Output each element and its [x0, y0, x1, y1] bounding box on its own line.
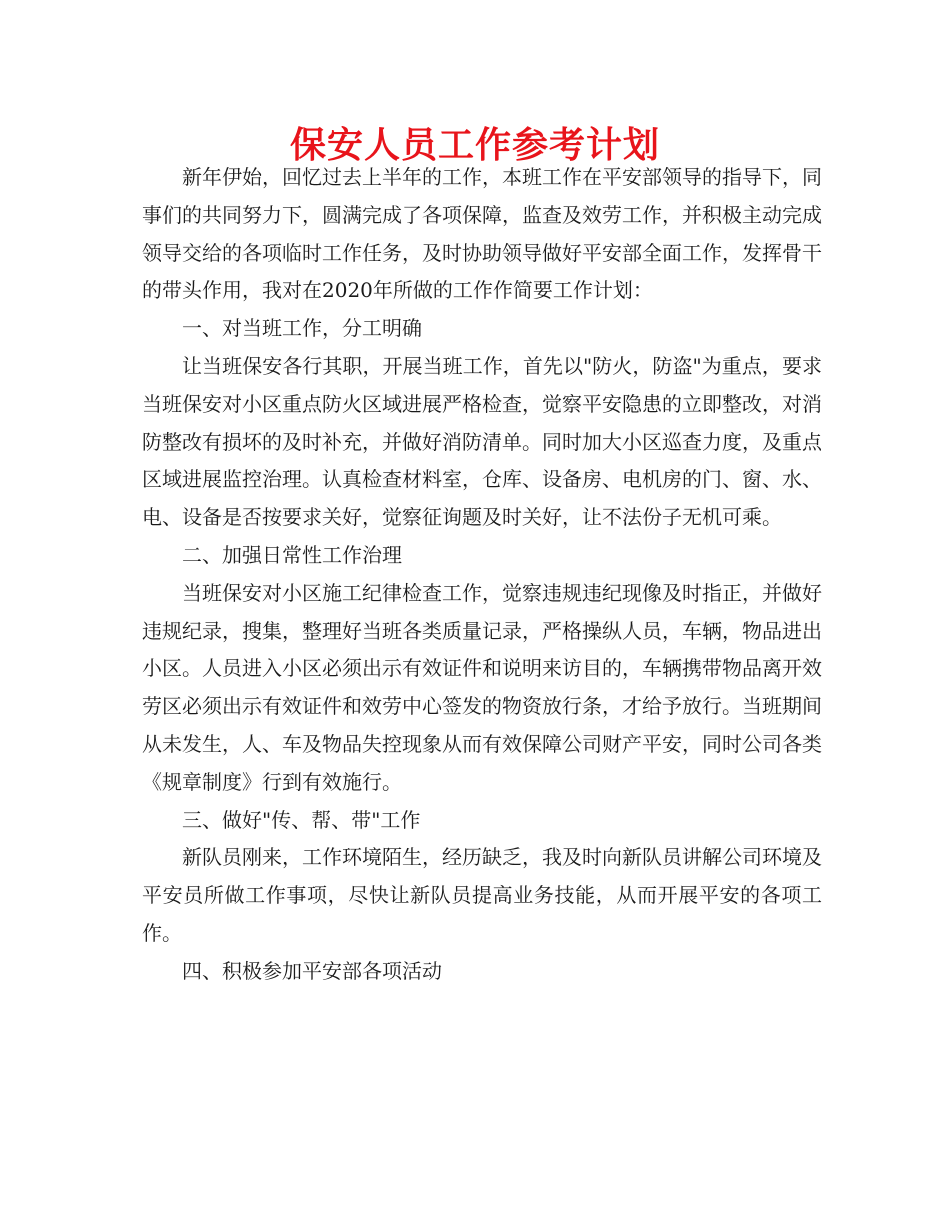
section-heading-1: 一、对当班工作，分工明确 — [182, 316, 422, 341]
section-paragraph-2: 当班保安对小区施工纪律检查工作，觉察违规违纪现像及时指正，并做好违规纪录，搜集，整理好当班各类质量记录，严格操纵人员，车辆，物品进出小区。人员进入小区必须出示有效证件和说明来访目的，车辆携带物品离开效劳区必须出示有效证件和效劳中心签发的物资放行条，才给予放行。当班期间从未发生，人、车及物品失控现象从而有效保障公司财产平安，同时公司各类《规章制度》行到有效施行。 — [142, 580, 822, 794]
document-body — [142, 159, 822, 991]
document-title: 保安人员工作参考计划 — [289, 125, 660, 166]
intro-paragraph: 新年伊始，回忆过去上半年的工作，本班工作在平安部领导的指导下，同事们的共同努力下，圆满完成了各项保障，监查及效劳工作，并积极主动完成领导交给的各项临时工作任务，及时协助领导做好平安部全面工作，发挥骨干的带头作用，我对在2020年所做的工作作简要工作计划： — [142, 165, 822, 303]
section-paragraph-1: 让当班保安各行其职，开展当班工作，首先以"防火，防盗"为重点，要求当班保安对小区重点防火区域进展严格检查，觉察平安隐患的立即整改，对消防整改有损坏的及时补充，并做好消防清单。同时加大小区巡查力度，及重点区域进展监控治理。认真检查材料室，仓库、设备房、电机房的门、窗、水、电、设备是否按要求关好，觉察征询题及时关好，让不法份子无机可乘。 — [142, 353, 822, 530]
section-heading-3: 三、做好"传、帮、带"工作 — [182, 807, 421, 832]
section-heading-2: 二、加强日常性工作治理 — [182, 542, 402, 567]
section-paragraph-3: 新队员刚来，工作环境陌生，经历缺乏，我及时向新队员讲解公司环境及平安员所做工作事项，尽快让新队员提高业务技能，从而开展平安的各项工作。 — [142, 845, 822, 945]
section-heading-4: 四、积极参加平安部各项活动 — [182, 958, 442, 983]
